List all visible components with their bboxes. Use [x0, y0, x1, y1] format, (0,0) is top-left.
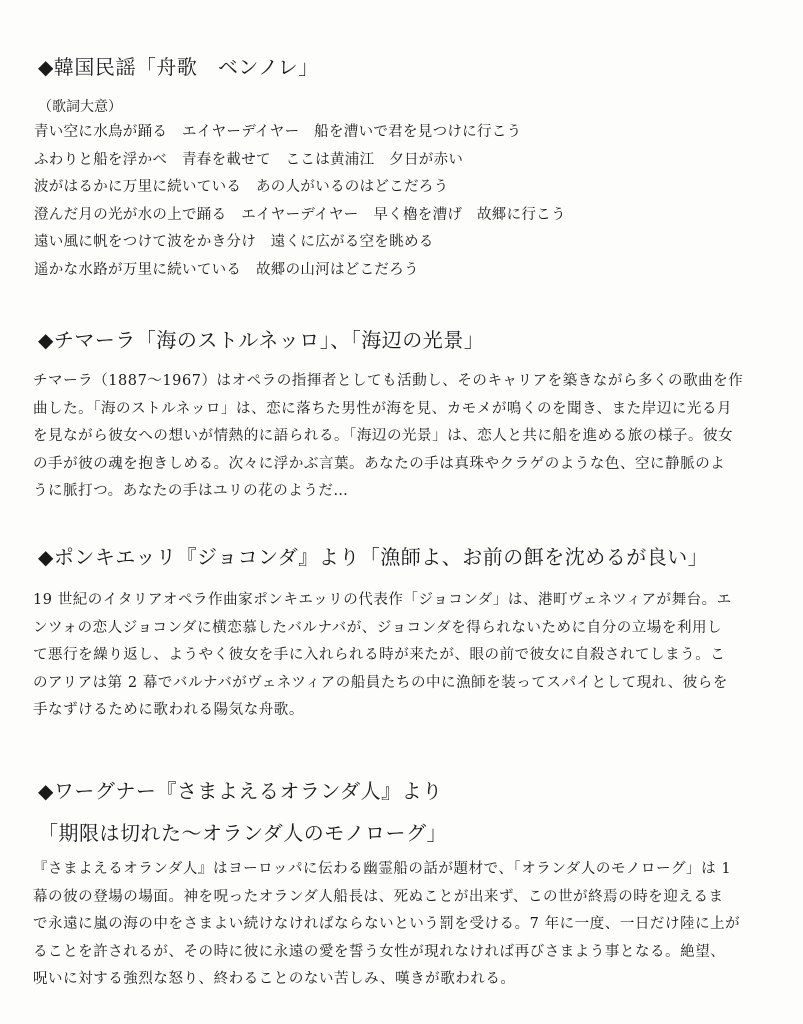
paragraph-line: ンツォの恋人ジョコンダに横恋慕したバルナバが、ジョコンダを得られないために自分の立場を利用し: [33, 619, 723, 636]
section-heading-cimara: ◆チマーラ「海のストルネッロ」、「海辺の光景」: [38, 328, 485, 352]
lyric-line: 青い空に水鳥が踊る エイヤーデイヤー 船を漕いで君を見つけに行こう: [34, 124, 522, 140]
section-paragraph-ponchielli: [33, 587, 775, 725]
paragraph-line: 『さまよえるオランダ人』はヨーロッパに伝わる幽霊船の話が題材で、「オランダ人のモノローグ」は 1: [33, 861, 732, 877]
lyric-line: ふわりと船を浮かべ 青春を載せて ここは黄浦江 夕日が赤い: [34, 151, 464, 168]
paragraph-line: て悪行を繰り返し、ようやく彼女を手に入れられる時が来たが、眼の前で彼女に自殺されてしまう。こ: [33, 647, 726, 663]
section-heading-wagner: ◆ワーグナー『さまよえるオランダ人』より: [38, 779, 443, 803]
lyric-line: 遠い風に帆をつけて波をかき分け 遠くに広がる空を眺める: [34, 234, 434, 250]
lyrics-list: [34, 119, 566, 284]
lyrics-summary-note: （歌詞大意）: [38, 99, 122, 115]
lyric-line: 波がはるかに万里に続いている あの人がいるのはどこだろう: [34, 179, 449, 195]
paragraph-line: 手なずけるために歌われる陽気な舟歌。: [33, 702, 304, 718]
lyric-line: 遥かな水路が万里に続いている 故郷の山河はどこだろう: [34, 261, 419, 278]
paragraph-line: 幕の彼の登場の場面。神を呪ったオランダ人船長は、死ぬことが出来ず、この世が終焉の時を迎えるま: [33, 888, 724, 905]
paragraph-line: 呪いに対する強烈な怒り、終わることのない苦しみ、嘆きが歌われる。: [33, 971, 516, 987]
section-heading-ponchielli: ◆ポンキエッリ『ジョコンダ』より「漁師よ、お前の餌を沈めるが良い」: [38, 545, 709, 569]
section-heading-korean-folk-song: ◆韓国民謡「舟歌 ベンノレ」: [38, 55, 319, 79]
paragraph-line: うに脈打つ。あなたの手はユリの花のようだ…: [33, 483, 349, 499]
section-subheading-wagner: 「期限は切れた～オランダ人のモノローグ」: [38, 821, 447, 845]
paragraph-line: 曲した。「海のストルネッロ」は、恋に落ちた男性が海を見、カモメが鳴くのを聞き、また岸辺に光る月: [33, 400, 733, 417]
paragraph-line: を見ながら彼女への想いが情熱的に語られる。「海辺の光景」は、恋人と共に船を進める旅の様子。彼女: [33, 428, 734, 444]
paragraph-line: 19 世紀のイタリアオペラ作曲家ポンキエッリの代表作「ジョコンダ」は、港町ヴェネツィアが舞台。エ: [33, 592, 732, 608]
paragraph-line: の手が彼の魂を抱きしめる。次々に浮かぶ言葉。あなたの手は真珠やクラゲのような色、空に静脈のよ: [33, 455, 726, 472]
section-paragraph-cimara: [33, 368, 775, 506]
paragraph-line: ることを許されるが、その時に彼に永遠の愛を誓う女性が現れなければ再びさまよう事となる。絶望、: [33, 943, 726, 960]
section-paragraph-wagner: [33, 856, 775, 994]
paragraph-line: のアリアは第 2 幕でバルナバがヴェネツィアの船員たちの中に漁師を装ってスパイとして現れ、彼らを: [33, 674, 728, 691]
lyric-line: 澄んだ月の光が水の上で踊る エイヤーデイヤー 早く櫓を漕げ 故郷に行こう: [34, 206, 566, 223]
paragraph-line: チマーラ（1887～1967）はオペラの指揮者としても活動し、そのキャリアを築きながら多くの歌曲を作: [33, 373, 744, 389]
paragraph-line: で永遠に嵐の海の中をさまよい続けなければならないという罰を受ける。7 年に一度、一日だけ陸に上が: [33, 916, 741, 932]
